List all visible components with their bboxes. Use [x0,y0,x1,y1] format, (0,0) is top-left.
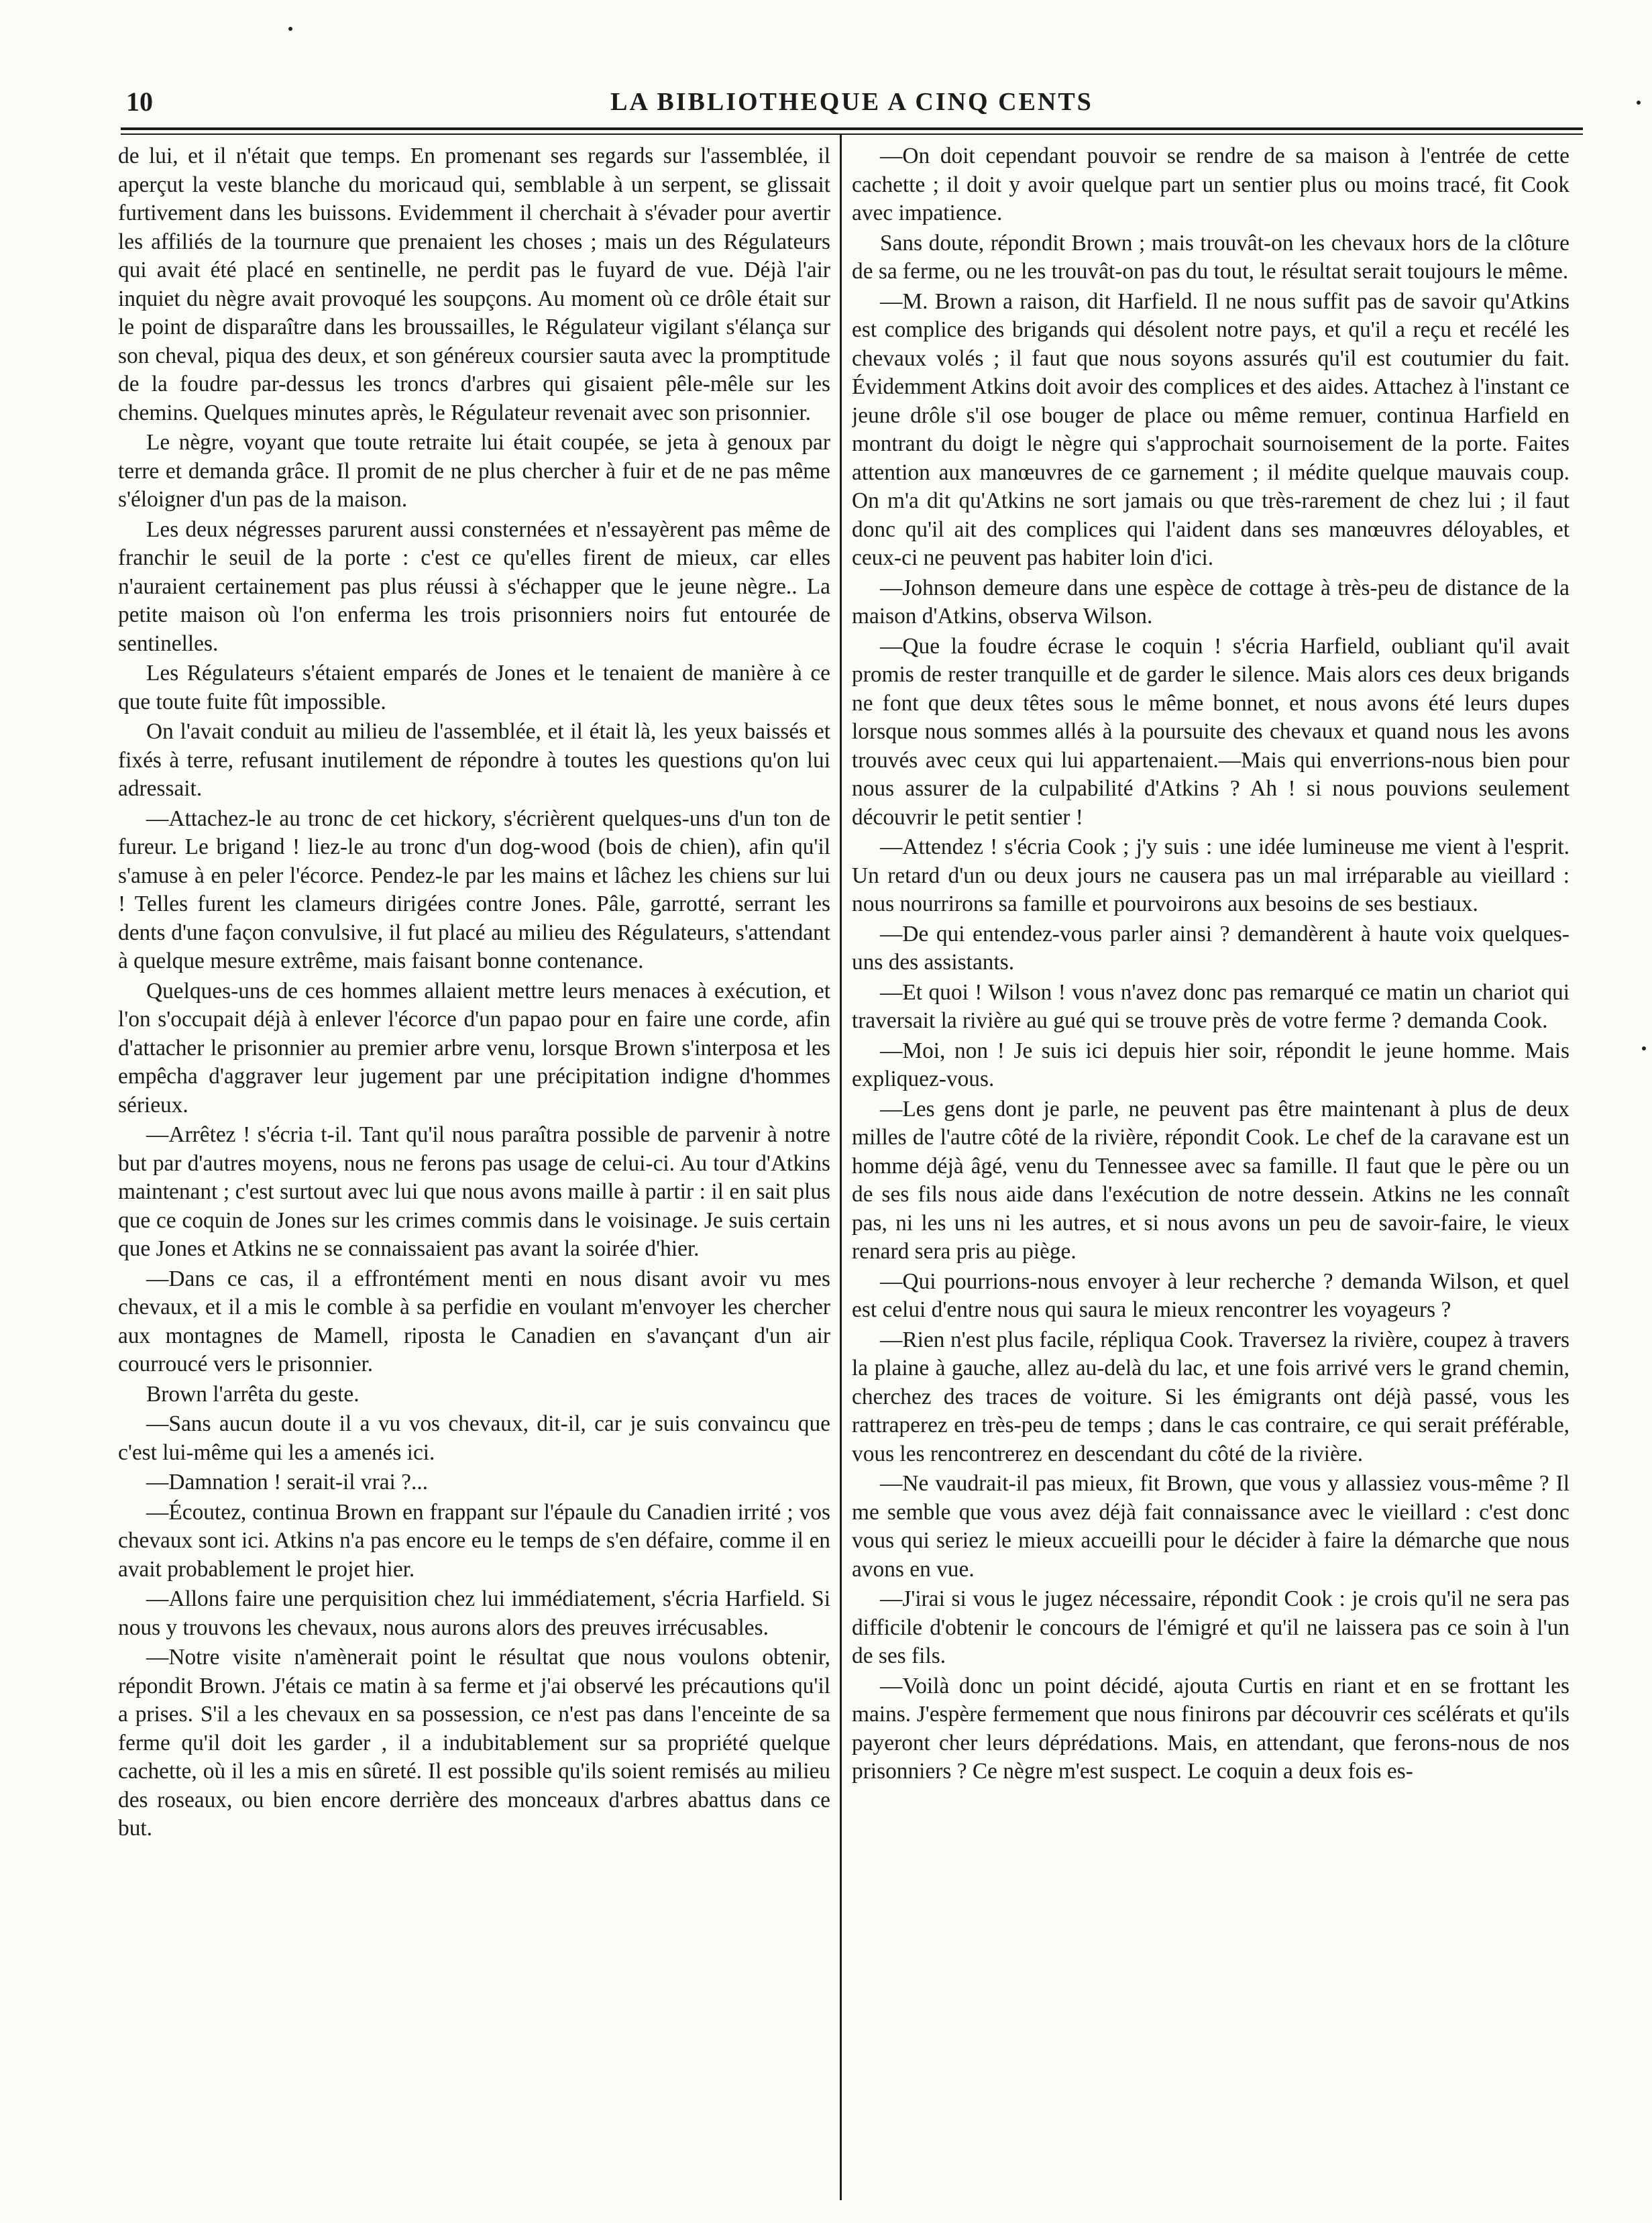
ink-speck [1642,1046,1646,1050]
column-divider [840,134,842,2200]
paragraph: —Dans ce cas, il a effrontément menti en nous disant avoir vu mes chevaux, et il a mis le comble à sa perfidie en voulant m'envoyer les chercher aux montagnes de Mamell, riposta le Canadien en s'avançant d'un air courroucé vers le prisonnier. [118,1266,830,1376]
paragraph: —Attendez ! s'écria Cook ; j'y suis : une idée lumineuse me vient à l'esprit. Un retard d'un ou deux jours ne causera pas un mal irréparable au vieillard : nous nourrirons sa famille et pourvoirons aux besoins de ses bestiaux. [852,834,1570,916]
ink-speck [1637,101,1641,105]
paragraph: —Moi, non ! Je suis ici depuis hier soir, répondit le jeune homme. Mais expliquez-vous. [852,1038,1570,1091]
paragraph: Les deux négresses parurent aussi consternées et n'essayèrent pas même de franchir le seuil de la porte : c'est ce qu'elles firent de mieux, car elles n'auraient certainement pas plus réussi à s'échapper que le jeune nègre.. La petite maison où l'on enferma les trois prisonniers noirs fut entourée de sentinelles. [118,517,830,656]
paragraph: —Johnson demeure dans une espèce de cottage à très-peu de distance de la maison d'Atkins, observa Wilson. [852,575,1570,629]
running-title: LA BIBLIOTHEQUE A CINQ CENTS [610,88,1093,116]
paragraph: —Les gens dont je parle, ne peuvent pas être maintenant à plus de deux milles de l'autre côté de la rivière, répondit Cook. Le chef de la caravane est un homme déjà âgé, venu du Tennessee avec sa famille. Il faut que le père ou un de ses fils nous aide dans l'exécution de notre dessein. Atkins ne les connaît pas, ni les uns ni les autres, et si nous avons un peu de savoir-faire, le vieux renard sera pris au piège. [852,1096,1570,1264]
header-rule [121,127,1583,130]
paragraph: —Notre visite n'amènerait point le résultat que nous voulons obtenir, répondit Brown. J'étais ce matin à sa ferme et j'ai observé les précautions qu'il a prises. S'il a les chevaux en sa possession, ce n'est pas dans l'enceinte de sa ferme qu'il doit les garder , il a indubitablement sur sa propriété quelque cachette, où il les a mis en sûreté. Il est possible qu'ils soient remisés au milieu des roseaux, ou bien encore derrière des monceaux d'arbres abattus dans ce but. [118,1645,830,1841]
paragraph: —Allons faire une perquisition chez lui immédiatement, s'écria Harfield. Si nous y trouvons les chevaux, nous aurons alors des preuves irrécusables. [118,1586,830,1640]
paragraph: Sans doute, répondit Brown ; mais trouvât-on les chevaux hors de la clôture de sa ferme, ou ne les trouvât-on pas du tout, le résultat serait toujours le même. [852,230,1570,284]
ink-speck [288,27,292,31]
paragraph: —Ne vaudrait-il pas mieux, fit Brown, que vous y allassiez vous-même ? Il me semble que vous avez déjà fait connaissance avec le vieillard : c'est donc vous qui seriez le mieux accueilli pour le décider à faire la démarche que nous avons en vue. [852,1471,1570,1582]
paragraph: —Sans aucun doute il a vu vos chevaux, dit-il, car je suis convaincu que c'est lui-même qui les a amenés ici. [118,1411,830,1465]
paragraph: —Et quoi ! Wilson ! vous n'avez donc pas remarqué ce matin un chariot qui traversait la rivière au gué qui se trouve près de votre ferme ? demanda Cook. [852,979,1570,1033]
paragraph: —Rien n'est plus facile, répliqua Cook. Traversez la rivière, coupez à travers la plaine à gauche, allez au-delà du lac, et une fois arrivé vers le grand chemin, cherchez des traces de voiture. Si les émigrants ont déjà passé, vous les rattraperez en très-peu de temps ; dans le cas contraire, ce qui serait préférable, vous les rencontrerez en descendant du côté de la rivière. [852,1327,1570,1466]
paragraph: Quelques-uns de ces hommes allaient mettre leurs menaces à exécution, et l'on s'occupait déjà à enlever l'écorce d'un papao pour en faire une corde, afin d'attacher le prisonnier au premier arbre venu, lorsque Brown s'interposa et les empêcha d'aggraver leur jugement par une précipitation indigne d'hommes sérieux. [118,978,830,1118]
left-column [118,142,830,2208]
paragraph: —Voilà donc un point décidé, ajouta Curtis en riant et en se frottant les mains. J'espère fermement que nous finirons par découvrir ces scélérats et qu'ils payeront cher leurs déprédations. Mais, en attendant, que ferons-nous de nos prisonniers ? Ce nègre m'est suspect. Le coquin a deux fois es- [852,1673,1570,1784]
paragraph: Brown l'arrêta du geste. [146,1381,360,1407]
paragraph: —Que la foudre écrase le coquin ! s'écria Harfield, oubliant qu'il avait promis de rester tranquille et de garder le silence. Mais alors ces deux brigands ne font que deux têtes sous le même bonnet, et nous avons été leurs dupes lorsque nous sommes allés à la poursuite des chevaux et quand nous les avons trouvés avec ceux qui lui appartenaient.—Mais qui enverrions-nous bien pour nous assurer de la culpabilité d'Atkins ? Ah ! si nous pouvions seulement découvrir le petit sentier ! [852,633,1570,830]
paragraph: —Damnation ! serait-il vrai ?... [146,1470,429,1495]
paragraph: —Attachez-le au tronc de cet hickory, s'écrièrent quelques-uns d'un ton de fureur. Le brigand ! liez-le au tronc d'un dog-wood (bois de chien), afin qu'il s'amuse à en peler l'écorce. Pendez-le par les mains et lâchez les chiens sur lui ! Telles furent les clameurs dirigées contre Jones. Pâle, garrotté, serrant les dents d'une façon convulsive, il fut placé au milieu des Régulateurs, s'attendant à quelque mesure extrême, mais faisant bonne contenance. [118,806,830,973]
paragraph: Le nègre, voyant que toute retraite lui était coupée, se jeta à genoux par terre et demanda grâce. Il promit de ne plus chercher à fuir et de ne pas même s'éloigner d'un pas de la maison. [118,430,830,512]
paragraph: —De qui entendez-vous parler ainsi ? demandèrent à haute voix quelques-uns des assistants. [852,921,1570,975]
paragraph: —M. Brown a raison, dit Harfield. Il ne nous suffit pas de savoir qu'Atkins est complice des brigands qui désolent notre pays, et qu'il a reçu et recélé les chevaux volés ; il faut que nous soyons assurés qu'il est coutumier du fait. Évidemment Atkins doit avoir des complices et des aides. Attachez à l'instant ce jeune drôle s'il ose bouger de place ou même remuer, continua Harfield en montrant du doigt le nègre qui s'approchait sournoisement de la porte. Faites attention aux manœuvres de ce garnement ; il médite quelque mauvais coup. On m'a dit qu'Atkins ne sort jamais ou que très-rarement de chez lui ; il faut donc qu'il ait des complices qui l'aident dans ses manœuvres déloyables, et ceux-ci ne peuvent pas habiter loin d'ici. [852,288,1570,570]
page-header [121,86,1583,126]
paragraph: —J'irai si vous le jugez nécessaire, répondit Cook : je crois qu'il ne sera pas difficile d'obtenir le concours de l'émigré et qu'il ne laissera pas ce soin à l'un de ses fils. [852,1586,1570,1668]
page-number: 10 [126,87,153,117]
paragraph: —Arrêtez ! s'écria t-il. Tant qu'il nous paraîtra possible de parvenir à notre but par d'autres moyens, nous ne ferons pas usage de celui-ci. Au tour d'Atkins maintenant ; c'est surtout avec lui que nous avons maille à partir : il en sait plus que ce coquin de Jones sur les crimes commis dans le voisinage. Je suis certain que Jones et Atkins ne se connaissaient pas avant la soirée d'hier. [118,1122,830,1261]
header-rule-thin [121,133,1583,135]
paragraph: —Écoutez, continua Brown en frappant sur l'épaule du Canadien irrité ; vos chevaux sont ici. Atkins n'a pas encore eu le temps de s'en défaire, comme il en avait probablement le projet hier. [118,1499,830,1582]
paragraph: de lui, et il n'était que temps. En promenant ses regards sur l'assemblée, il aperçut la veste blanche du moricaud qui, semblable à un serpent, se glissait furtivement dans les buissons. Evidemment il cherchait à s'évader pour avertir les affiliés de la tournure que prenaient les choses ; mais un des Régulateurs qui avait été placé en sentinelle, ne perdit pas le fuyard de vue. Déjà l'air inquiet du nègre avait provoqué les soupçons. Au moment où ce drôle était sur le point de disparaître dans les broussailles, le Régulateur vigilant s'élança sur son cheval, piqua des deux, et son généreux coursier sauta avec la promptitude de la foudre par-dessus les troncs d'arbres qui gisaient pêle-mêle sur les chemins. Quelques minutes après, le Régulateur revenait avec son prisonnier. [118,144,830,425]
paragraph: Les Régulateurs s'étaient emparés de Jones et le tenaient de manière à ce que toute fuite fût impossible. [118,661,830,714]
right-column [852,142,1570,2208]
paragraph: —On doit cependant pouvoir se rendre de sa maison à l'entrée de cette cachette ; il doit y avoir quelque part un sentier plus ou moins tracé, fit Cook avec impatience. [852,144,1570,225]
paragraph: —Qui pourrions-nous envoyer à leur recherche ? demanda Wilson, et quel est celui d'entre nous qui saura le mieux rencontrer les voyageurs ? [852,1268,1570,1322]
paragraph: On l'avait conduit au milieu de l'assemblée, et il était là, les yeux baissés et fixés à terre, refusant inutilement de répondre à toutes les questions qu'on lui adressait. [118,719,830,801]
